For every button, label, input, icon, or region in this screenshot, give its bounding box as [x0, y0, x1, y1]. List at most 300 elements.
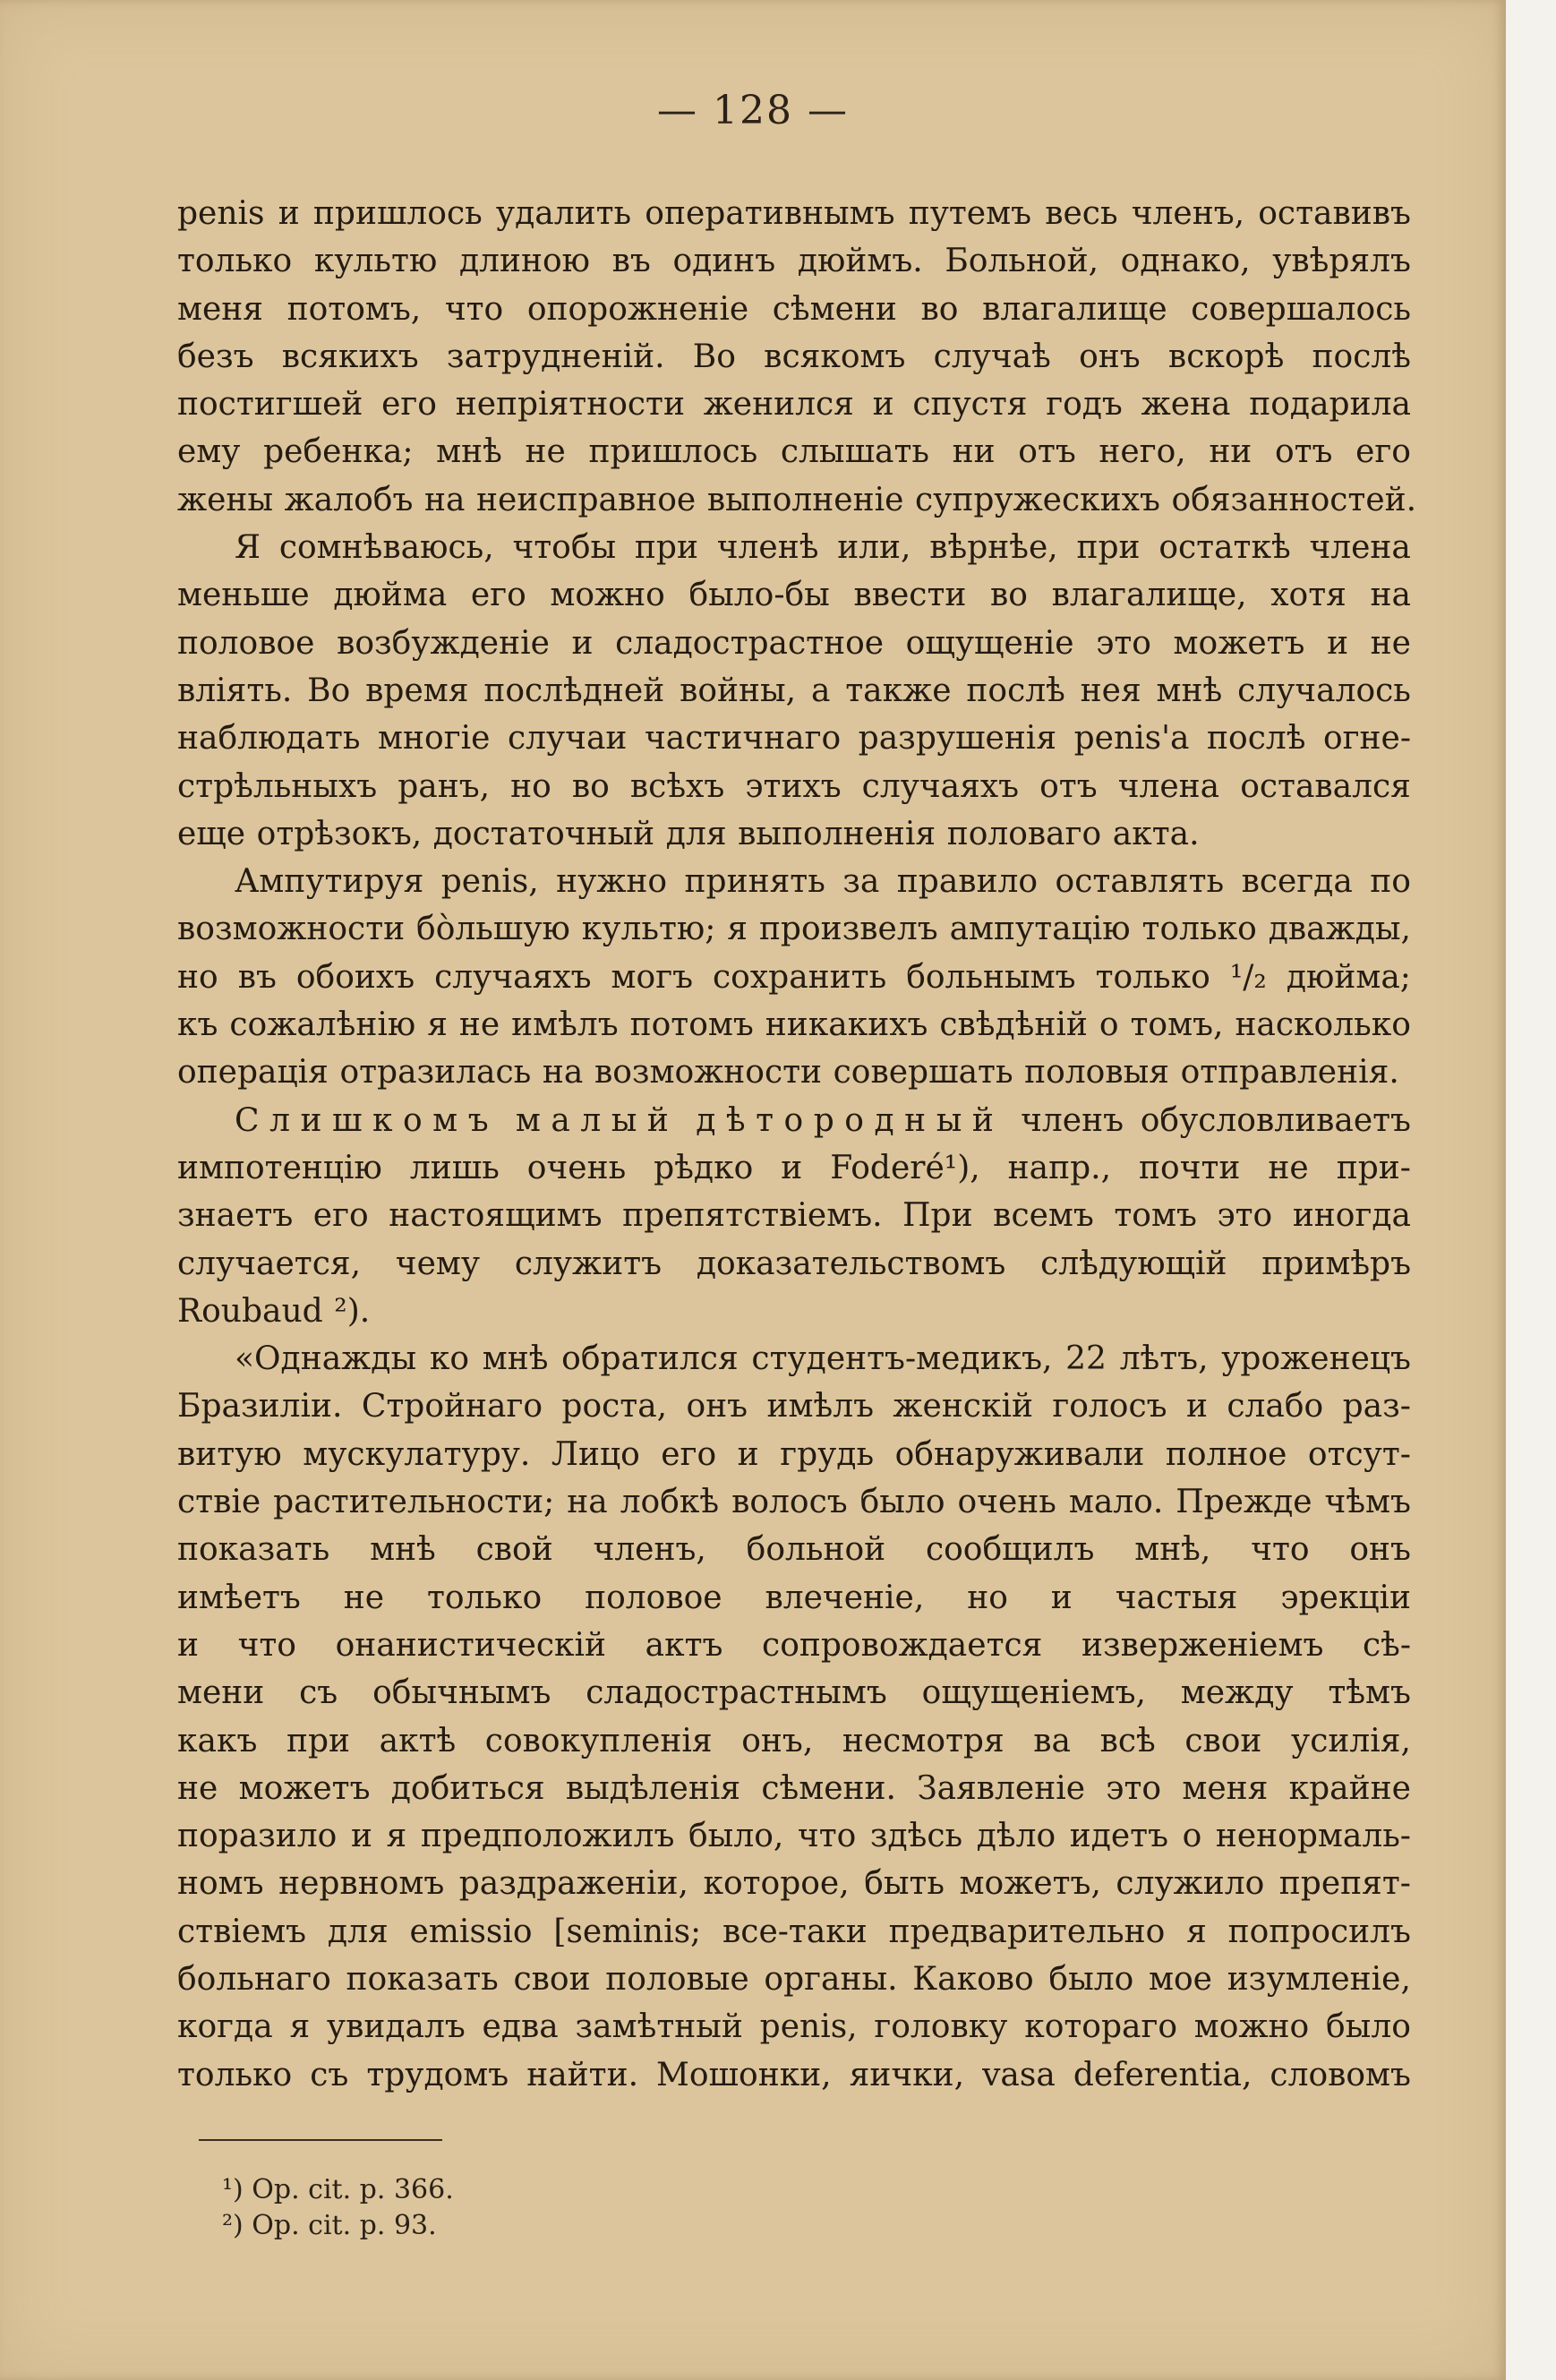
- word: томъ,: [1130, 1006, 1224, 1044]
- text-line: [177, 1717, 1411, 1765]
- word: и: [1185, 1388, 1208, 1425]
- word: случаи: [507, 720, 628, 758]
- word: отъ: [1018, 433, 1076, 471]
- word: на: [567, 1484, 608, 1521]
- word: сомнѣваюсь,: [278, 529, 494, 567]
- word: подарила: [1249, 386, 1411, 424]
- word: культю;: [581, 911, 716, 948]
- word: отъ: [1039, 767, 1098, 805]
- word: разрушенія: [858, 720, 1057, 758]
- word: этихъ: [745, 767, 842, 805]
- word: ребенка;: [263, 433, 414, 471]
- word: обоихъ: [295, 958, 415, 996]
- footnote-2: [222, 2208, 454, 2244]
- word: Ампутируя: [235, 863, 424, 901]
- text-line: [177, 333, 1411, 381]
- word: доказательствомъ: [696, 1245, 1006, 1282]
- word: можетъ: [1173, 624, 1305, 662]
- text-line: [177, 1574, 1411, 1622]
- word: многіе: [378, 720, 491, 758]
- text-line: [177, 571, 1411, 619]
- text-line: [177, 1049, 1411, 1096]
- word: увидалъ: [326, 2008, 466, 2046]
- word: и: [1327, 624, 1349, 662]
- word: vasa: [982, 2056, 1056, 2093]
- word: меньше: [177, 577, 310, 614]
- word: роста,: [561, 1388, 668, 1425]
- word: актъ: [645, 1626, 723, 1664]
- word: случаѣ: [933, 338, 1051, 375]
- word: однако,: [1120, 243, 1251, 280]
- word: сообщилъ: [925, 1531, 1095, 1569]
- word: ¹/₂: [1229, 958, 1267, 996]
- text-line: [177, 858, 1411, 905]
- text-line: [177, 1431, 1411, 1478]
- word: я: [289, 2008, 311, 2046]
- word: съ: [310, 2056, 349, 2093]
- word: Во: [307, 672, 351, 709]
- word: ва: [1033, 1722, 1071, 1759]
- word: оперативнымъ: [645, 195, 895, 232]
- word: произвелъ: [758, 911, 938, 948]
- word: изверженіемъ: [1081, 1626, 1324, 1664]
- word: penis,: [759, 2008, 858, 2046]
- word: всякомъ: [764, 338, 906, 375]
- word: а: [810, 672, 831, 709]
- word: показать: [177, 1531, 330, 1569]
- word: едва: [482, 2008, 559, 2046]
- word: ввести: [853, 577, 967, 614]
- word: онанистическій: [335, 1626, 607, 1664]
- word: трудомъ: [366, 2056, 509, 2093]
- word: penis,: [440, 863, 539, 901]
- word: здѣсь: [869, 1818, 963, 1855]
- word: бо̀льшую: [416, 911, 570, 948]
- word: несмотря: [842, 1722, 1005, 1759]
- text-line: [177, 524, 1411, 571]
- word: лѣтъ,: [1119, 1340, 1209, 1378]
- word: уроженецъ: [1221, 1340, 1411, 1378]
- word: При: [902, 1197, 973, 1235]
- scan-background-strip: [1506, 0, 1556, 2380]
- word: обязанностей.: [1171, 481, 1417, 518]
- word: номъ: [177, 1865, 264, 1903]
- word: акта.: [1112, 815, 1200, 852]
- word: мускулатуру.: [303, 1435, 531, 1473]
- word: не: [1268, 1149, 1309, 1186]
- word: наблюдать: [177, 720, 361, 758]
- word: членъ,: [1131, 195, 1245, 232]
- text-line: [177, 1335, 1411, 1383]
- word: одинъ: [672, 243, 776, 280]
- word: служило: [1116, 1865, 1265, 1903]
- word: дѣтородный: [696, 1101, 1005, 1139]
- word: на: [423, 481, 466, 518]
- word: голосъ: [1052, 1388, 1167, 1425]
- word: рѣдко: [654, 1149, 754, 1186]
- word: больнымъ: [906, 958, 1076, 996]
- word: отправленія.: [1180, 1054, 1399, 1092]
- word: больнаго: [177, 1960, 331, 1998]
- word: котораго: [1024, 2008, 1177, 2046]
- word: оставлять: [1055, 863, 1225, 901]
- word: послѣдней: [483, 672, 665, 709]
- word: ко: [429, 1340, 470, 1378]
- word: дюйма: [333, 577, 448, 614]
- word: но: [967, 1579, 1008, 1616]
- word: при: [286, 1722, 351, 1759]
- word: имѣетъ: [177, 1579, 301, 1616]
- word: во: [990, 577, 1028, 614]
- word: иногда: [1292, 1197, 1411, 1235]
- word: удалить: [495, 195, 632, 232]
- word: органы.: [764, 1960, 898, 1998]
- word: я: [427, 1006, 448, 1044]
- word: не: [1370, 624, 1411, 662]
- word: случаяхъ: [861, 767, 1020, 805]
- word: женскій: [893, 1388, 1033, 1425]
- word: по: [1370, 863, 1411, 901]
- word: тѣмъ: [1328, 1674, 1411, 1712]
- word: неисправное: [476, 481, 697, 518]
- footnotes: [222, 2172, 454, 2244]
- word: все-таки: [722, 1913, 868, 1950]
- word: импотенцію: [177, 1149, 382, 1186]
- word: еще: [177, 815, 246, 852]
- word: пришлось: [312, 195, 483, 232]
- word: слабо: [1227, 1388, 1324, 1425]
- word: во: [571, 767, 610, 805]
- word: очень: [526, 1149, 627, 1186]
- word: возможности: [594, 1054, 823, 1092]
- word: и: [1050, 1579, 1073, 1616]
- word: и: [872, 386, 894, 424]
- text-line: [177, 286, 1411, 333]
- word: Больной,: [945, 243, 1099, 280]
- word: женился: [703, 386, 854, 424]
- word: половое: [177, 624, 315, 662]
- word: дюйма;: [1286, 958, 1411, 996]
- text-line: [177, 190, 1411, 237]
- word: можетъ: [238, 1769, 371, 1807]
- text-line: [177, 667, 1411, 715]
- word: отъ: [1274, 433, 1333, 471]
- word: и: [177, 1626, 199, 1664]
- word: супружескихъ: [915, 481, 1160, 518]
- word: deferentia,: [1073, 2056, 1252, 2093]
- word: только: [177, 243, 293, 280]
- word: мнѣ: [482, 1340, 549, 1378]
- word: половыя: [1024, 1054, 1169, 1092]
- word: это: [1106, 1769, 1162, 1807]
- word: раздраженіи,: [458, 1865, 688, 1903]
- word: сладострастнымъ: [586, 1674, 887, 1712]
- text-line: [177, 428, 1411, 475]
- word: сѣ-: [1362, 1626, 1411, 1664]
- word: всѣхъ: [629, 767, 725, 805]
- word: Лицо: [551, 1435, 640, 1473]
- word: добиться: [390, 1769, 545, 1807]
- word: волосъ: [731, 1484, 848, 1521]
- word: нервномъ: [278, 1865, 445, 1903]
- word: и: [737, 1435, 759, 1473]
- word: послѣ: [1312, 338, 1411, 375]
- word: и: [571, 624, 594, 662]
- word: огне-: [1323, 720, 1411, 758]
- word: ампутацію: [949, 911, 1131, 948]
- text-line: [177, 1001, 1411, 1049]
- word: было,: [688, 1818, 784, 1855]
- word: никакихъ: [765, 1006, 928, 1044]
- word: emissio: [409, 1913, 533, 1950]
- word: половаго: [946, 815, 1102, 852]
- word: сѣмени: [772, 290, 897, 328]
- text-line: [177, 905, 1411, 953]
- word: о: [1182, 1818, 1202, 1855]
- word: когда: [177, 2008, 273, 2046]
- word: хотя: [1270, 577, 1347, 614]
- word: возбужденіе: [337, 624, 550, 662]
- word: что: [444, 290, 504, 328]
- word: обусловливаетъ: [1140, 1101, 1411, 1139]
- word: что: [237, 1626, 296, 1664]
- word: всегда: [1241, 863, 1353, 901]
- word: весь: [1045, 195, 1118, 232]
- word: на: [542, 1054, 584, 1092]
- word: ²).: [334, 1292, 371, 1330]
- word: влагалище: [982, 290, 1167, 328]
- word: ствіемъ: [177, 1913, 307, 1950]
- word: влеченіе,: [765, 1579, 925, 1616]
- word: которое,: [703, 1865, 850, 1903]
- word: полное: [1165, 1435, 1287, 1473]
- word: послѣ: [966, 672, 1065, 709]
- word: пришлось: [588, 433, 758, 471]
- word: влiять.: [177, 672, 293, 709]
- word: [seminis;: [553, 1913, 702, 1950]
- word: сладострастное: [615, 624, 885, 662]
- word: стрѣльныхъ: [177, 767, 378, 805]
- word: Стройнаго: [361, 1388, 543, 1425]
- word: онъ: [1079, 338, 1141, 375]
- word: только: [426, 1579, 543, 1616]
- word: всякихъ: [281, 338, 419, 375]
- word: что: [797, 1818, 857, 1855]
- word: препятствіемъ.: [622, 1197, 883, 1235]
- word: Roubaud: [177, 1292, 323, 1330]
- text-line: [177, 1144, 1411, 1192]
- word: достаточный: [432, 815, 655, 852]
- word: въ: [611, 243, 651, 280]
- word: жена: [1141, 386, 1231, 424]
- text-line: [177, 1622, 1411, 1669]
- word: войны,: [680, 672, 797, 709]
- word: сохранить: [713, 958, 887, 996]
- page-number: — 128 —: [657, 88, 849, 133]
- text-line: [177, 237, 1411, 285]
- footnote-1: [222, 2172, 454, 2208]
- word: постигшей: [177, 386, 363, 424]
- word: его: [312, 1197, 369, 1235]
- word: совершать: [833, 1054, 1013, 1092]
- text-line: [177, 1240, 1411, 1288]
- word: только: [1095, 958, 1210, 996]
- word: показать: [346, 1960, 499, 1998]
- text-line: [177, 810, 1411, 858]
- word: обнаруживали: [894, 1435, 1145, 1473]
- word: что: [1251, 1531, 1310, 1569]
- word: почти: [1139, 1149, 1241, 1186]
- word: можно: [1193, 2008, 1310, 2046]
- text-line: [177, 1383, 1411, 1430]
- word: отсут-: [1307, 1435, 1411, 1473]
- word: выдѣленія: [565, 1769, 741, 1807]
- word: ранъ,: [398, 767, 491, 805]
- word: мнѣ: [436, 433, 502, 471]
- word: ни: [1209, 433, 1252, 471]
- footnote-mark: ¹): [222, 2174, 244, 2205]
- word: примѣръ: [1261, 1245, 1411, 1282]
- text-line: [177, 1956, 1411, 2003]
- word: жалобъ: [284, 481, 414, 518]
- word: влагалище,: [1051, 577, 1247, 614]
- word: его: [661, 1435, 717, 1473]
- word: ему: [177, 433, 241, 471]
- word: оставался: [1240, 767, 1411, 805]
- word: служитъ: [514, 1245, 663, 1282]
- footnote-text: Op. cit. p. 93.: [252, 2210, 437, 2241]
- body-text: [177, 190, 1417, 2099]
- word: и: [350, 1818, 372, 1855]
- word: его: [1355, 433, 1411, 471]
- word: только: [177, 2056, 293, 2093]
- word: свои: [1184, 1722, 1262, 1759]
- word: было: [1048, 1960, 1134, 1998]
- word: нужно: [556, 863, 668, 901]
- word: слѣдующій: [1040, 1245, 1227, 1282]
- text-line: [177, 1812, 1411, 1860]
- word: не: [177, 1769, 218, 1807]
- word: всѣ: [1099, 1722, 1156, 1759]
- word: чѣмъ: [1324, 1484, 1411, 1521]
- word: затрудненій.: [446, 338, 665, 375]
- word: витую: [177, 1435, 282, 1473]
- word: слышать: [780, 433, 930, 471]
- word: совокупленія: [484, 1722, 713, 1759]
- word: очень: [957, 1484, 1056, 1521]
- word: правило: [896, 863, 1039, 901]
- word: не: [458, 1006, 500, 1044]
- word: свои: [513, 1960, 591, 1998]
- word: только: [1141, 911, 1257, 948]
- word: чтобы: [512, 529, 617, 567]
- word: penis'а: [1073, 720, 1190, 758]
- text-line: [177, 1860, 1411, 1907]
- word: культю: [313, 243, 438, 280]
- word: всемъ: [993, 1197, 1094, 1235]
- word: остаткѣ: [1158, 529, 1291, 567]
- word: чему: [395, 1245, 481, 1282]
- word: во: [920, 290, 959, 328]
- word: члена: [1117, 767, 1220, 805]
- word: вскорѣ: [1167, 338, 1285, 375]
- word: вѣрнѣе,: [929, 529, 1058, 567]
- text-line: [177, 715, 1411, 762]
- word: отрѣзокъ,: [256, 815, 423, 852]
- word: ощущеніе: [905, 624, 1074, 662]
- word: потомъ,: [286, 290, 422, 328]
- word: найти.: [526, 2056, 639, 2093]
- word: увѣрялъ: [1272, 243, 1411, 280]
- word: имѣлъ: [766, 1388, 874, 1425]
- word: меня: [177, 290, 264, 328]
- word: жены: [177, 481, 274, 518]
- word: Каково: [912, 1960, 1034, 1998]
- text-line: [177, 2003, 1411, 2050]
- word: половые: [605, 1960, 749, 1998]
- text-line: [177, 1288, 1411, 1335]
- word: нея: [1080, 672, 1141, 709]
- word: студентъ-медикъ,: [751, 1340, 1053, 1378]
- word: или,: [837, 529, 911, 567]
- word: препят-: [1278, 1865, 1411, 1903]
- word: его: [470, 577, 526, 614]
- word: крайне: [1288, 1769, 1411, 1807]
- word: я: [727, 911, 748, 948]
- word: замѣтный: [575, 2008, 743, 2046]
- word: словомъ: [1270, 2056, 1411, 2093]
- word: спустя: [912, 386, 1028, 424]
- word: длиною: [458, 243, 590, 280]
- word: годъ: [1046, 386, 1123, 424]
- word: при: [1076, 529, 1141, 567]
- word: членѣ: [716, 529, 819, 567]
- word: поразило: [177, 1818, 338, 1855]
- word: за: [842, 863, 880, 901]
- text-line: [177, 1908, 1411, 1956]
- word: также: [845, 672, 952, 709]
- word: безъ: [177, 338, 254, 375]
- word: сопровождается: [762, 1626, 1043, 1664]
- word: онъ,: [741, 1722, 814, 1759]
- word: я: [1186, 1913, 1207, 1950]
- word: это: [1096, 624, 1151, 662]
- word: Бразиліи.: [177, 1388, 343, 1425]
- word: мнѣ: [370, 1531, 436, 1569]
- word: знаетъ: [177, 1197, 294, 1235]
- word: возможности: [177, 911, 406, 948]
- word: малый: [515, 1101, 680, 1139]
- text-line: [177, 1765, 1411, 1812]
- word: яички,: [849, 2056, 965, 2093]
- word: операція: [177, 1054, 329, 1092]
- word: Заявленіе: [917, 1769, 1086, 1807]
- word: какъ: [177, 1722, 258, 1759]
- word: Прежде: [1176, 1484, 1312, 1521]
- word: отразилась: [339, 1054, 532, 1092]
- word: лобкѣ: [620, 1484, 720, 1521]
- word: обычнымъ: [372, 1674, 551, 1712]
- word: его: [381, 386, 437, 424]
- word: не: [343, 1579, 385, 1616]
- text-line: [177, 2051, 1411, 2099]
- word: дѣло: [976, 1818, 1056, 1855]
- word: опорожненіе: [526, 290, 749, 328]
- word: больной: [746, 1531, 886, 1569]
- text-line: [177, 476, 1417, 524]
- word: путемъ: [908, 195, 1032, 232]
- word: между: [1180, 1674, 1294, 1712]
